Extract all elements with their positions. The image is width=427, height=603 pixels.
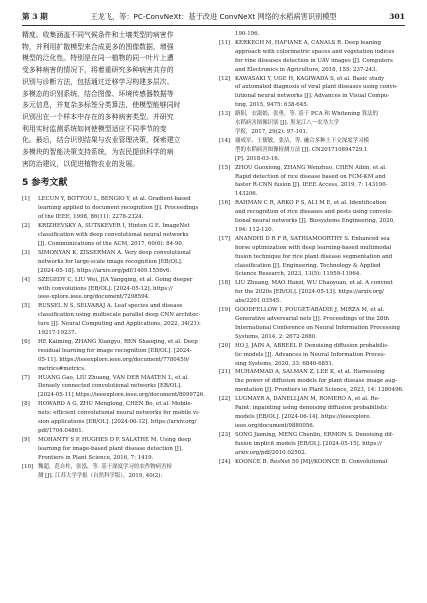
reference-entry	[22, 302, 208, 338]
reference-entry	[22, 276, 208, 303]
reference-number: [23]	[219, 431, 231, 438]
reference-entry	[219, 75, 407, 111]
section-title: 5 参考文献	[22, 178, 68, 189]
reference-line: SIMONYAN K, ZISSERMAN A. Very deep convolutional	[38, 249, 191, 256]
reference-number: [24]	[219, 458, 231, 465]
reference-number: [21]	[219, 369, 231, 376]
reference-line: [2024-05-11] https://ieeexplore.ieee.org/document/8099726.	[38, 392, 205, 399]
reference-line: horse optimization with deep learning-based multimodal	[235, 244, 392, 251]
reference-entry	[219, 431, 407, 458]
reference-line: 路阳，衣淑娟，张勇，等. 基于 PCA 和 Whitening 算法的	[235, 111, 379, 118]
reference-line: 05-11]. https://ieeexplore.ieee.org/document/7780459/	[38, 356, 189, 363]
paragraph-line: 识别与诊断方法，包括通过迁移学习构建多层次、	[22, 77, 174, 86]
reference-line: and Electronics in Agriculture, 2018, 155: 237-243.	[235, 66, 378, 73]
reference-line: KOONCE B. ResNet 50 [M]//KOONCE B. Convolutional	[235, 458, 388, 465]
reference-line: Densely connected convolutional networks [EB/OL].	[38, 383, 182, 390]
reference-number: [22]	[219, 396, 231, 403]
reference-number: [6]	[22, 338, 30, 345]
reference-line: tional neural networks [J]. Biosystems Engineering, 2020,	[235, 218, 395, 225]
reference-line: 190-196.	[235, 31, 260, 37]
reference-line: Generative adversarial nets [J]. Proceedings of the 28th	[235, 316, 390, 322]
reference-line: approach with colorimetric spaces and vegetation indices	[235, 48, 395, 55]
reference-line: for vine diseases detection in UAV images [J]. Computers	[235, 57, 393, 64]
reference-line: tic models [J]. Advances in Neural Information Proces-	[235, 351, 386, 358]
right-column	[219, 30, 407, 466]
reference-line: sing Systems, 2020, 33: 6840-6851.	[235, 360, 334, 367]
reference-line: [J]. Communications of the ACM, 2017, 60(6): 84-90.	[38, 240, 184, 247]
reference-line: 143206.	[235, 191, 258, 198]
reference-entry	[22, 374, 208, 401]
reference-number: [20]	[219, 342, 231, 349]
reference-line: RAHMAN C R, ARKO P S, ALI M E, et al. Identification	[235, 200, 387, 207]
reference-line: MOHANTY S P, HUGHES D P, SALATHÉ M. Using deep	[38, 436, 191, 443]
reference-line: Science Research, 2023, 13(5): 11959-11964.	[235, 271, 362, 278]
reference-line: LUGMAYR A, DANELLJAN M, ROMERO A, et al. Re-	[235, 396, 380, 403]
reference-entry	[219, 110, 407, 137]
reference-line: models [EB/OL]. [2024-06-14]. https://ieeexplore.	[235, 413, 372, 420]
reference-line: fusion technique for rice plant disease segmentation and	[235, 253, 393, 260]
reference-line: KAWASAKI Y, UGE H, KAGIWADA S, et al. Basic study	[235, 75, 385, 82]
reference-line: ture [J]. Neural Computing and Applications, 2022, 34(21):	[38, 321, 201, 328]
reference-line: for the 2020s [EB/OL]. [2024-05-13]. https://arxiv.org/	[235, 289, 384, 296]
reference-number: [12]	[219, 75, 231, 82]
paragraph-line: 受多种病害的情况下，将着重研究多种病害共存的	[22, 66, 174, 75]
paragraph-line: 化。最后，结合识别结果与农业管理决策，探索建立	[22, 136, 181, 145]
paragraph-line: 害防治建议，以促进植物农业的发展。	[22, 159, 140, 168]
reference-line: 魏超，范自柱，张泓，等. 基于深度学习的农作物病害检	[38, 463, 172, 470]
reference-entry	[22, 195, 208, 222]
reference-line: sion applications [EB/OL]. [2024-06-12]. https://arxiv.org/	[38, 419, 197, 426]
reference-number: [14]	[219, 137, 231, 144]
reference-number: [15]	[219, 164, 231, 171]
reference-entry	[22, 222, 208, 249]
reference-line: International Conference on Neural Information Processing	[235, 324, 401, 331]
reference-entry	[219, 164, 407, 200]
reference-entry	[219, 39, 407, 75]
reference-entry	[22, 400, 208, 436]
body-paragraph	[22, 30, 208, 170]
reference-line: LIU Zhuang, MAO Hanzi, WU Chaoyuan, et al. A convnet	[235, 280, 393, 287]
running-header	[22, 10, 405, 24]
reference-line: ieee-xplore.ieee.org/document/7298594.	[38, 294, 150, 301]
reference-line: KRIZHEVSKY A, SUTSKEVER I, Hinton G E. ImageNet	[38, 223, 190, 230]
reference-line: Frontiers in Plant Science, 2016, 7: 1419.	[38, 454, 154, 461]
reference-list-right	[219, 30, 407, 466]
reference-entry	[219, 458, 407, 467]
reference-line: Rapid detection of rice disease based on FCM-KM and	[235, 173, 386, 180]
reference-number: [5]	[22, 303, 30, 310]
reference-line: classification [J]. Engineering, Technology & Applied	[235, 262, 381, 269]
reference-number: [10]	[22, 463, 34, 470]
reference-line: SONG Jiaming, MENG Chenlin, ERMON S. Denoising dif-	[235, 431, 394, 438]
reference-line: ANANDHI D R F R, SATHIAMOORTHY S. Enhanced sea	[235, 235, 390, 242]
reference-line: KERKECH M, HAFIANE A, CANALS R. Deep leaning	[235, 39, 381, 46]
reference-list-left	[22, 195, 208, 480]
reference-entry	[22, 463, 208, 481]
page-number: 301	[389, 12, 405, 21]
reference-entry	[219, 137, 407, 164]
paragraph-line: 识别出在一个样本中存在的多种病害类型。并研究	[22, 112, 174, 121]
reference-line: classification using multiscale parallel deep CNN architec-	[38, 312, 201, 319]
paragraph-line: 利用实时监测系统如何使模型适应不同季节的变	[22, 124, 167, 133]
reference-number: [18]	[219, 280, 231, 287]
reference-line: MUHAMMAD A, SALMAN Z, LEE K, et al. Harnessing	[235, 369, 385, 376]
reference-line: Paint: inpainting using denoising diffusion probabilistic	[235, 405, 388, 412]
reference-line: with convolutions [EB/OL]. [2024-05-12]. https://	[38, 285, 173, 292]
reference-line: SZEGEDY C, LIU Wei, JIA Yangqing, et al. Going deeper	[38, 276, 193, 283]
reference-entry	[219, 306, 407, 342]
reference-number: [17]	[219, 235, 231, 242]
reference-number: [9]	[22, 436, 30, 443]
paragraph-line: 精度。收集涵盖不同气候条件和土壤类型的病害作	[22, 31, 174, 39]
paragraph-line: 多模块的智能决策支持系统，为农民提供科学的病	[22, 148, 174, 157]
reference-number: [1]	[22, 196, 30, 203]
paragraph-line: 模型的泛化性。特别是在同一植物的同一叶片上遭	[22, 54, 174, 63]
reference-entry	[219, 368, 407, 395]
reference-line: 学报，2017, 29(2): 97-101.	[235, 128, 308, 135]
reference-number: [16]	[219, 200, 231, 207]
reference-line: ting, 2015, 9475: 638-645.	[235, 102, 309, 109]
reference-line: faster R-CNN fusion [J]. IEEE Access, 2019, 7: 143190-	[235, 182, 388, 189]
reference-number: [2]	[22, 223, 30, 230]
left-column	[22, 30, 208, 480]
reference-line: of the IEEE, 1998, 86(11): 2278-2324.	[38, 214, 144, 221]
issue-label: 第 3 期	[22, 12, 48, 21]
reference-number: [19]	[219, 307, 231, 314]
reference-line: [P]. 2018-03-16.	[235, 155, 280, 162]
paragraph-line: 物，并利用扩散模型来合成更多的图像数据，增强	[22, 42, 174, 51]
reference-number: [13]	[219, 111, 231, 118]
reference-entry	[22, 249, 208, 276]
header-rule	[22, 25, 405, 26]
reference-line: pdf/1704.04861.	[38, 428, 84, 434]
reference-line: HUANG Gao, LIU Zhuang, VAN DER MAATEN L, et al.	[38, 374, 189, 381]
reference-line: mentation [J]. Frontiers in Plant Science, 2023, 14: 1280496.	[235, 387, 404, 394]
reference-line: 19217-19237.	[38, 330, 77, 337]
reference-line: 测 [J]. 江苏大学学报（自然科学版），2019, 40(2):	[38, 472, 163, 479]
paragraph-line: 多模态的识别系统，结合图像、环境传感器数据等	[22, 89, 174, 98]
reference-line: abs/2201.03545.	[235, 298, 281, 305]
reference-line: arxiv.org/pdf/2010.02502.	[235, 449, 307, 456]
reference-entry	[219, 342, 407, 369]
reference-line: learning for image-based plant disease detection [J].	[38, 445, 183, 452]
reference-line: LECUN Y, BOTTOU L, BENGIO Y, et al. Gradient-based	[38, 196, 191, 203]
reference-line: 谢成军，王儒敏，张洁，等. 融合多种上下文深度学习模	[235, 137, 369, 144]
reference-line: classification with deep convolutional neural networks	[38, 232, 189, 239]
reference-line: HO J, JAIN A, ABBEEL P. Denoising diffusion probabilis-	[235, 342, 389, 349]
reference-line: [2024-05-18]. https://arxiv.org/pdf/1409.1556v6.	[38, 267, 172, 274]
reference-entry	[22, 436, 208, 463]
reference-number: [11]	[219, 39, 231, 46]
reference-number: [7]	[22, 374, 30, 381]
reference-line: networks for large-scale image recognition [EB/OL].	[38, 258, 183, 265]
reference-line: 水稻病害图像识别 [J]. 黑龙江八一农垦大学	[235, 120, 340, 127]
reference-entry	[22, 338, 208, 374]
paragraph-line: 多元信息，并复杂多标签分类算法，使模型能够同时	[22, 101, 181, 110]
reference-line: HE Kaiming, ZHANG Xiangyu, REN Shaoqing, et al. Deep	[38, 338, 198, 345]
reference-line: nets: efficient convolutional neural networks for mobile vi-	[38, 410, 200, 417]
reference-line: the power of diffusion models for plant disease image aug-	[235, 378, 397, 385]
reference-line: 型的水稻病害图像检测方法 [J]. CN201710894729.1	[235, 146, 368, 153]
reference-line: metrics#metrics.	[38, 365, 86, 372]
reference-number: [8]	[22, 401, 30, 408]
reference-line: fusion implicit models [EB/OL]. [2024-05-15]. https://	[235, 440, 382, 447]
reference-entry	[219, 199, 407, 235]
reference-number: [3]	[22, 249, 30, 256]
reference-line: residual learning for image recognition [EB/OL]. [2024-	[38, 347, 192, 354]
reference-line: ieee.org/document/9880056.	[235, 422, 315, 429]
reference-line: learning applied to document recognition [J]. Proceedings	[38, 205, 199, 212]
reference-line: and recognition of rice diseases and pests using convolu-	[235, 209, 393, 216]
reference-line: GOODFELLOW I, POUGET-ABADIE J, MIRZA M, et al.	[235, 307, 385, 314]
reference-line: lutional neural networks [J]. Advances in Visual Compu-	[235, 93, 390, 100]
reference-number: [4]	[22, 276, 30, 283]
reference-line: of automated diagnosis of viral plant diseases using convo-	[235, 84, 398, 91]
reference-entry	[219, 235, 407, 280]
reference-line: 194: 112-120.	[235, 226, 274, 233]
reference-entry	[219, 279, 407, 306]
reference-line: HOWARD A G, ZHU Menglong, CHEN Bo, et al. Mobile-	[38, 401, 193, 408]
reference-line: ZHOU Guoxiong, ZHANG Wenzhuo, CHEN Aibin, et al.	[235, 164, 387, 171]
reference-line: Systems, 2014, 2: 2672-2680.	[235, 333, 317, 340]
reference-entry	[219, 395, 407, 431]
reference-entry	[219, 30, 407, 39]
reference-line: RUSSEL N S, SELVARAJ A. Leaf species and disease	[38, 303, 183, 310]
running-title: 王龙飞，等：PC-ConvNeXt：基于改进 ConvNeXt 网络的水稻病害识别模型	[90, 12, 337, 21]
